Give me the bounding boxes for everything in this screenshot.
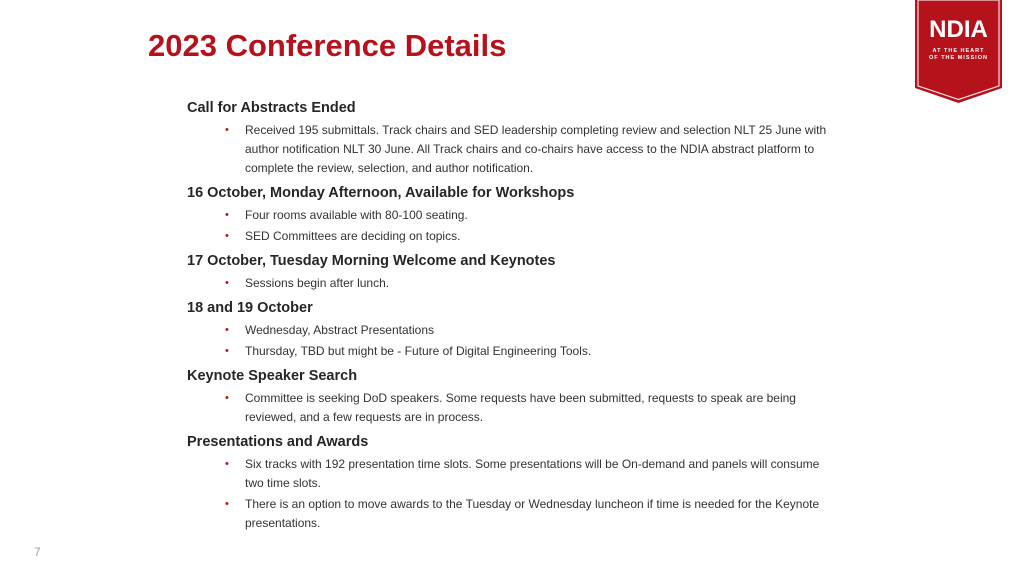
ndia-logo [915, 0, 1002, 103]
section-heading: 18 and 19 October [187, 300, 313, 316]
bullet-list [187, 121, 837, 178]
section-heading: Presentations and Awards [187, 434, 369, 450]
slide-content [187, 99, 837, 539]
bullet-dot-icon: • [225, 392, 229, 404]
bullet-dot-icon: • [225, 124, 229, 136]
slide-title: 2023 Conference Details [148, 28, 507, 63]
bullet-item [187, 121, 837, 178]
bullet-text: Sessions begin after lunch. [245, 276, 390, 290]
bullet-list [187, 206, 837, 246]
bullet-dot-icon: • [225, 277, 229, 289]
bullet-text: Received 195 submittals. Track chairs and SED leadership completing review and selection NLT 25 June with author notification NLT 30 June. All Track chairs and co-chairs have access to the NDIA abstract platform to complete the review, selection, and author notification. [245, 123, 827, 175]
bullet-dot-icon: • [225, 458, 229, 470]
bullet-item [187, 274, 837, 293]
logo-tagline-1: AT THE HEART [932, 48, 985, 54]
bullet-list [187, 274, 837, 293]
bullet-item [187, 227, 837, 246]
bullet-text: SED Committees are deciding on topics. [245, 229, 461, 243]
bullet-list [187, 389, 837, 427]
logo-wordmark: NDIA [929, 16, 988, 43]
section-heading: 16 October, Monday Afternoon, Available for Workshops [187, 185, 575, 201]
bullet-text: There is an option to move awards to the Tuesday or Wednesday luncheon if time is needed for the Keynote presentations. [245, 497, 820, 530]
bullet-item [187, 342, 837, 361]
section-heading: Call for Abstracts Ended [187, 100, 356, 116]
bullet-text: Wednesday, Abstract Presentations [245, 323, 434, 337]
bullet-text: Committee is seeking DoD speakers. Some requests have been submitted, requests to speak are being reviewed, and a few requests are in process. [245, 391, 796, 424]
bullet-item [187, 495, 837, 533]
bullet-dot-icon: • [225, 230, 229, 242]
bullet-text: Thursday, TBD but might be - Future of Digital Engineering Tools. [245, 344, 592, 358]
bullet-item [187, 389, 837, 427]
bullet-item [187, 321, 837, 340]
bullet-list [187, 455, 837, 533]
page-number: 7 [34, 545, 41, 559]
bullet-dot-icon: • [225, 498, 229, 510]
bullet-dot-icon: • [225, 345, 229, 357]
bullet-item [187, 206, 837, 225]
bullet-list [187, 321, 837, 361]
bullet-dot-icon: • [225, 209, 229, 221]
section-heading: Keynote Speaker Search [187, 368, 358, 384]
logo-tagline-2: OF THE MISSION [929, 55, 988, 61]
bullet-text: Four rooms available with 80-100 seating. [245, 208, 468, 222]
section-heading: 17 October, Tuesday Morning Welcome and Keynotes [187, 253, 556, 269]
bullet-dot-icon: • [225, 324, 229, 336]
bullet-item [187, 455, 837, 493]
bullet-text: Six tracks with 192 presentation time slots. Some presentations will be On-demand and panels will consume two time slots. [245, 457, 820, 490]
